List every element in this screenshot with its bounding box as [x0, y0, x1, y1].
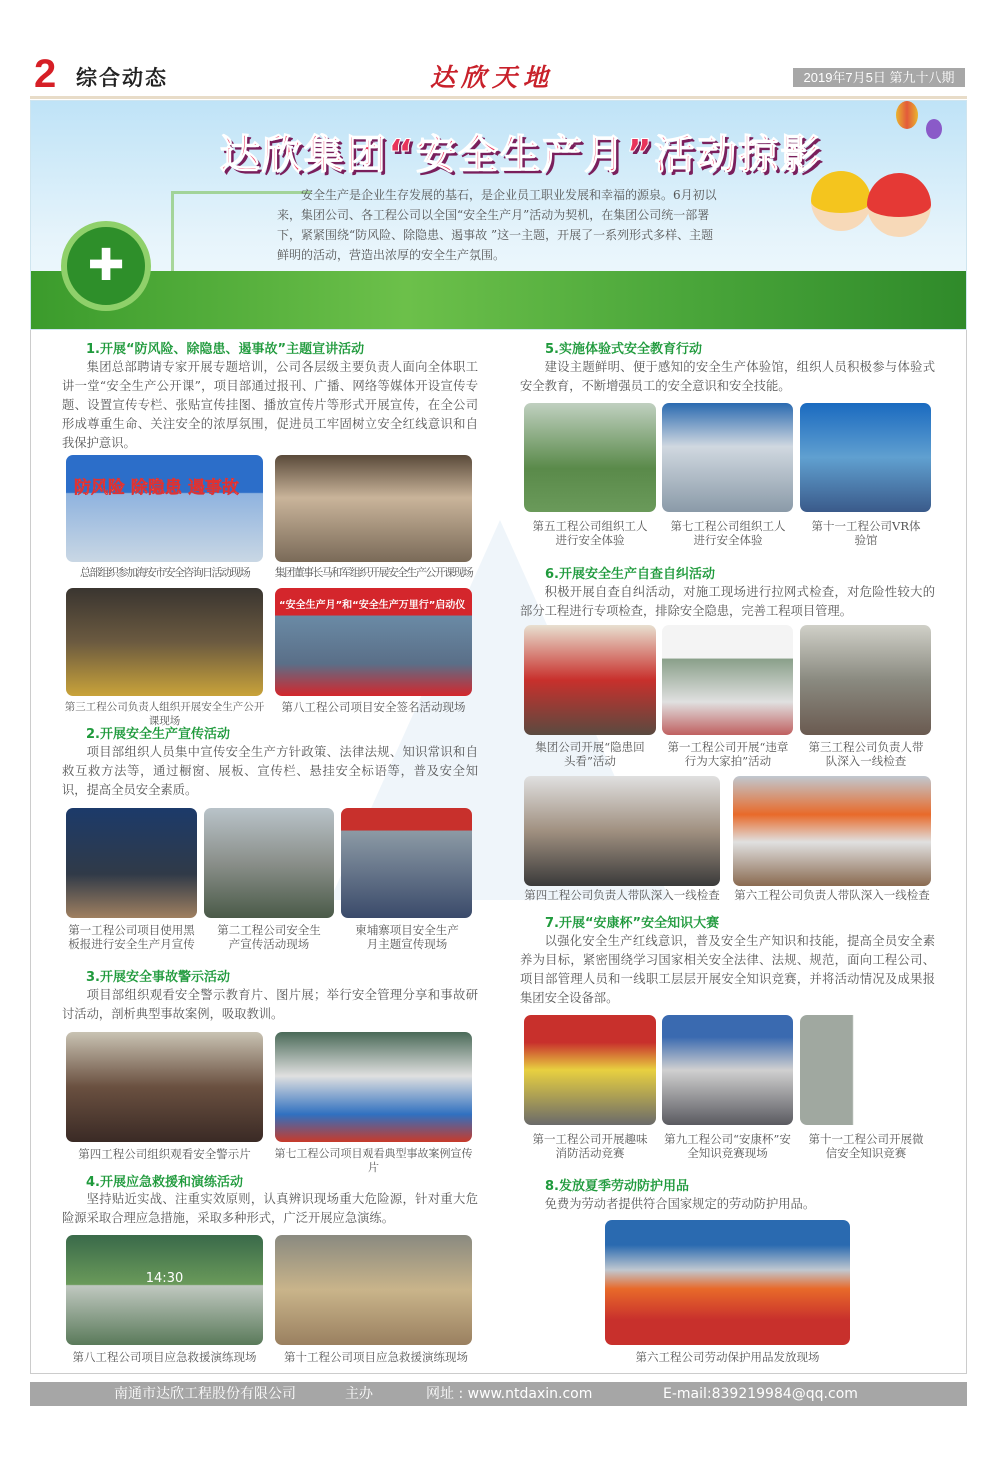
- city-skyline: [31, 271, 967, 330]
- issue-date: 2019年7月5日 第九十八期: [793, 68, 965, 87]
- footer-bar: [30, 1382, 967, 1406]
- footer-email[interactable]: E-mail:839219984@qq.com: [663, 1386, 858, 1402]
- photo-caption: 第四工程公司负责人带队深入一线检查: [524, 888, 720, 902]
- section-heading: 3.开展安全事故警示活动: [86, 970, 230, 985]
- section-heading: 6.开展安全生产自查自纠活动: [545, 567, 715, 582]
- footer-publisher: 南通市达欣工程股份有限公司: [114, 1386, 296, 1402]
- photo: [524, 625, 656, 735]
- section-body: 以强化安全生产红线意识，普及安全生产知识和技能，提高全员安全素养为目标，紧密围绕学习国家相关安全法律、法规、规范，面向工程公司、项目部管理人员和一线职工层层开展安全知识竞赛，并将活动情况及成果报集团安全设备部。: [520, 934, 935, 1005]
- photo-caption: 第一工程公司开展“违章行为大家拍”活动: [667, 740, 789, 768]
- photo: [662, 1015, 793, 1125]
- section-heading: 2.开展安全生产宣传活动: [86, 727, 230, 742]
- worker-cartoon-icon: [811, 171, 871, 231]
- photo-caption: 第十一工程公司开展微信安全知识竞赛: [808, 1132, 924, 1160]
- section-heading: 7.开展“安康杯”安全知识大赛: [545, 916, 720, 931]
- photo-banner-text: “安全生产月”和“安全生产万里行”启动仪: [279, 600, 466, 611]
- photo-caption: 第五工程公司组织工人进行安全体验: [532, 519, 648, 547]
- photo-banner-text: 防风险 除隐患 遏事故: [74, 478, 239, 498]
- photo-caption: 第二工程公司安全生产宣传活动现场: [217, 923, 321, 951]
- balloon-icon: [896, 101, 918, 129]
- photo: [341, 808, 472, 918]
- section-heading: 5.实施体验式安全教育行动: [545, 342, 702, 357]
- section-body: 建设主题鲜明、便于感知的安全生产体验馆，组织人员积极参与体验式安全教育，不断增强员工的安全意识和安全技能。: [520, 360, 935, 393]
- photo-caption: 第十一工程公司VR体验馆: [811, 519, 921, 547]
- photo-caption: 第八工程公司项目应急救援演练现场: [72, 1350, 257, 1364]
- page-number: 2: [34, 52, 57, 96]
- footer-website[interactable]: 网址 : www.ntdaxin.com: [426, 1386, 593, 1402]
- photo-caption: 第八工程公司项目安全签名活动现场: [281, 700, 466, 714]
- section-heading: 8.发放夏季劳动防护用品: [545, 1179, 689, 1194]
- photo-caption: 集团公司开展“隐患回头看”活动: [535, 740, 645, 768]
- banner-title: 达欣集团“安全生产月”活动掠影: [219, 132, 823, 178]
- photo: [800, 403, 931, 512]
- photo-caption: 集团董事长马和军组织开展安全生产公开课现场: [274, 566, 473, 579]
- photo: [275, 1235, 472, 1345]
- photo-caption: 第一工程公司开展趣味消防活动竞赛: [532, 1132, 648, 1160]
- photo: [524, 403, 656, 512]
- section-body: 积极开展自查自纠活动，对施工现场进行拉网式检查，对危险性较大的部分工程进行专项检查，排除安全隐患，完善工程项目管理。: [520, 585, 935, 618]
- hero-banner: [30, 100, 967, 330]
- photo: [275, 588, 472, 696]
- section-body: 项目部组织观看安全警示教育片、图片展；举行安全管理分享和事故研讨活动，剖析典型事故案例，吸取教训。: [62, 988, 478, 1021]
- section-heading: 4.开展应急救援和演练活动: [86, 1175, 243, 1190]
- photo-caption: 第四工程公司组织观看安全警示片: [78, 1147, 251, 1161]
- photo-timestamp: 14:30: [145, 1271, 184, 1286]
- photo: [662, 403, 793, 512]
- photo: [800, 1015, 931, 1125]
- header-rule: [30, 96, 967, 99]
- masthead-logo: 达欣天地: [430, 63, 555, 92]
- photo: [66, 1032, 263, 1142]
- worker-cartoon-icon: [867, 173, 931, 237]
- photo-caption: 总部组织参加海安市安全咨询日活动现场: [79, 566, 250, 579]
- section-title: 综合动态: [76, 65, 168, 90]
- photo-caption: 柬埔寨项目安全生产月主题宣传现场: [355, 923, 459, 951]
- photo: [66, 455, 263, 562]
- photo-caption: 第九工程公司“安康杯”安全知识竞赛现场: [664, 1132, 791, 1160]
- photo-caption: 第七工程公司组织工人进行安全体验: [670, 519, 786, 547]
- safety-emblem-icon: ✚: [61, 221, 151, 311]
- photo-caption: 第三工程公司负责人带队深入一线检查: [808, 740, 924, 768]
- photo: [662, 625, 793, 735]
- photo: [66, 1235, 263, 1345]
- photo-caption: 第一工程公司项目使用黑板报进行安全生产月宣传: [68, 923, 195, 951]
- photo-caption: 第十工程公司项目应急救援演练现场: [284, 1350, 468, 1364]
- photo: [275, 1032, 472, 1142]
- section-heading: 1.开展“防风险、除隐患、遏事故”主题宣讲活动: [86, 342, 365, 357]
- photo: [524, 776, 720, 886]
- photo-caption: 第六工程公司劳动保护用品发放现场: [635, 1350, 820, 1364]
- photo-caption: 第七工程公司项目观看典型事故案例宣传片: [274, 1147, 473, 1174]
- section-body: 免费为劳动者提供符合国家规定的劳动防护用品。: [544, 1197, 816, 1211]
- banner-intro: 安全生产是企业生存发展的基石，是企业员工职业发展和幸福的源泉。6月初以来，集团公司、各工程公司以全国“安全生产月”活动为契机，在集团公司统一部署下，紧紧围绕“防风险、除隐患、遏事故 ”这一主题，开展了一系列形式多样、主题鲜明的活动，营造出浓厚的安全生产氛围。: [277, 188, 717, 262]
- photo-caption: 第三工程公司负责人组织开展安全生产公开课现场: [64, 701, 265, 727]
- photo: [204, 808, 334, 918]
- photo: [800, 625, 931, 735]
- photo: [733, 776, 931, 886]
- photo: [66, 808, 197, 918]
- photo-caption: 第六工程公司负责人带队深入一线检查: [734, 888, 930, 902]
- photo: [605, 1220, 850, 1345]
- photo: [275, 455, 472, 562]
- photo: [524, 1015, 656, 1125]
- section-body: 坚持贴近实战、注重实效原则，认真辨识现场重大危险源，针对重大危险源采取合理应急措施，采取多种形式，广泛开展应急演练。: [62, 1192, 478, 1225]
- balloon-icon: [926, 119, 942, 139]
- photo: [66, 588, 263, 696]
- section-body: 项目部组织人员集中宣传安全生产方针政策、法律法规、知识常识和自救互救方法等，通过橱窗、展板、宣传栏、悬挂安全标语等，普及安全知识，提高全员安全素质。: [62, 745, 478, 797]
- footer-role: 主办: [345, 1386, 373, 1402]
- section-body: 集团总部聘请专家开展专题培训，公司各层级主要负责人面向全体职工讲一堂“安全生产公开课”，项目部通过报刊、广播、网络等媒体开设宣传专题、设置宣传专栏、张贴宣传挂图、播放宣传片等形式开展宣传，在全公司形成尊重生命、关注安全的浓厚氛围，促进员工牢固树立安全红线意识和自我保护意识。: [62, 360, 478, 450]
